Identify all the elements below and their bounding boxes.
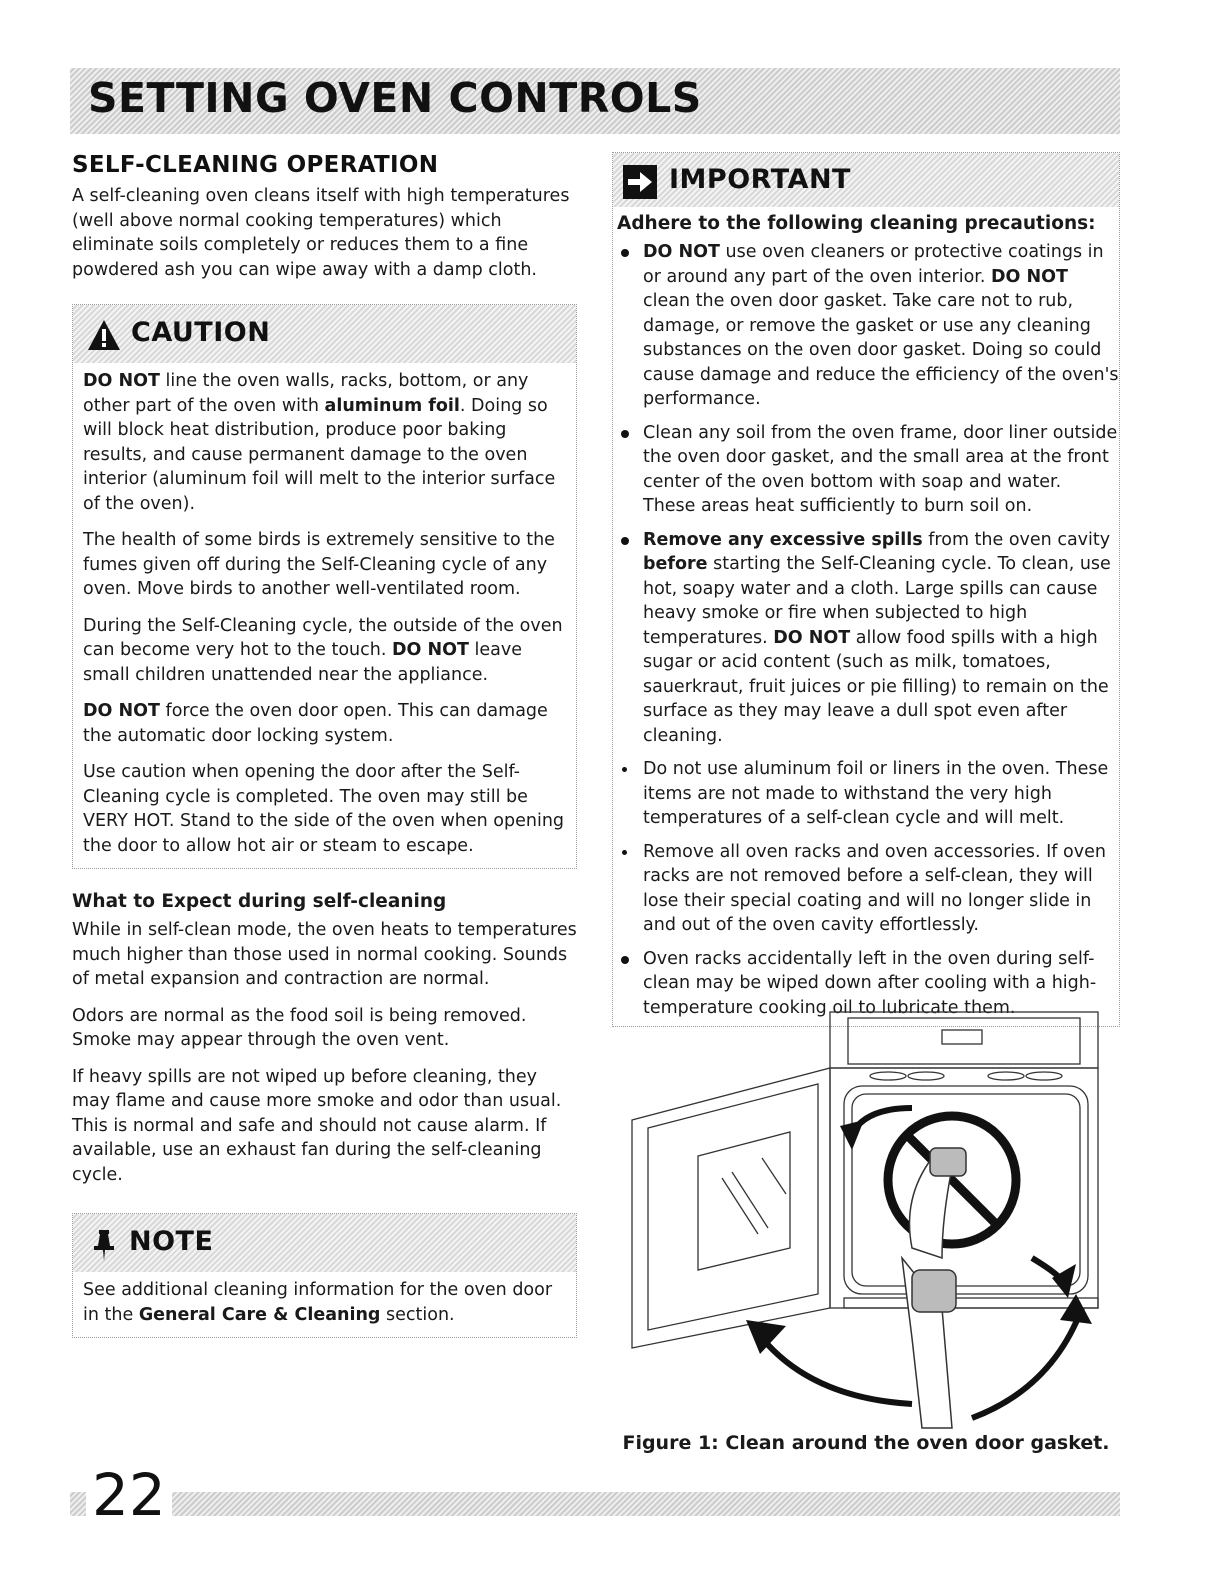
oven-illustration — [612, 1008, 1120, 1433]
important-lead: Adhere to the following cleaning precautions: — [617, 213, 1096, 234]
page-header-title: SETTING OVEN CONTROLS — [88, 74, 702, 122]
oven-door-figure — [612, 1008, 1120, 1433]
important-label: IMPORTANT — [669, 164, 851, 195]
list-item — [613, 421, 1119, 519]
expect-paragraph-3: If heavy spills are not wiped up before cleaning, they may flame and cause more smoke and odor than usual. This is normal and safe and should not cause alarm. If available, use an exhaust fan during the self-cleaning cycle. — [72, 1066, 562, 1185]
bullet-icon — [621, 249, 629, 257]
warning-triangle-icon — [87, 319, 121, 351]
left-column — [72, 152, 577, 1360]
caution-paragraph-5: Use caution when opening the door after the Self-Cleaning cycle is completed. The oven may still be VERY HOT. Stand to the side of the oven when opening the door to allow hot air or steam to escape. — [83, 762, 565, 856]
text-run: leave small children unattended near the appliance. — [83, 640, 522, 685]
text-run: Remove all oven racks and oven accessories. If oven racks are not removed before a self-clean, they will lose their special coating and will no longer slide in and out of the oven cavity effortlessly. — [643, 841, 1106, 935]
arrow-right-box-icon — [623, 165, 657, 199]
right-column — [612, 152, 1120, 1049]
expect-title: What to Expect during self-cleaning — [72, 891, 447, 912]
text-run: force the oven door open. This can damage the automatic door locking system. — [83, 701, 548, 746]
figure-caption: Figure 1: Clean around the oven door gasket. — [622, 1432, 1110, 1454]
caution-box — [72, 304, 577, 869]
expect-paragraph-2: Odors are normal as the food soil is being removed. Smoke may appear through the oven vent. — [72, 1005, 527, 1050]
caution-paragraph-4 — [83, 699, 566, 748]
important-list — [613, 240, 1119, 1020]
bullet-icon — [621, 430, 629, 438]
caution-paragraph-1 — [83, 369, 566, 516]
caution-paragraph-2: The health of some birds is extremely sensitive to the fumes given off during the Self-Cleaning cycle of any oven. Move birds to another well-ventilated room. — [83, 530, 555, 599]
header-band — [70, 68, 1120, 134]
text-run: line the oven walls, racks, bottom, or any other part of the oven with — [83, 371, 529, 416]
caution-paragraph-3 — [83, 614, 566, 688]
expect-paragraph-1: While in self-clean mode, the oven heats to temperatures much higher than those used in normal cooking. Sounds of metal expansion and contraction are normal. — [72, 920, 577, 989]
note-label: NOTE — [129, 1226, 214, 1257]
emphasis: DO NOT — [643, 242, 720, 262]
note-header — [73, 1214, 576, 1272]
text-run: section. — [380, 1304, 455, 1325]
emphasis: DO NOT — [391, 640, 469, 660]
emphasis: DO NOT — [991, 266, 1068, 287]
page-number: 22 — [86, 1460, 172, 1530]
list-item — [613, 840, 1119, 938]
emphasis: Remove any excessive spills — [643, 529, 923, 550]
text-run: starting the Self-Cleaning cycle. To clean, use hot, soapy water and a cloth. Large spills can cause heavy smoke or fire when subjected to high temperatures. — [643, 554, 1111, 648]
bullet-icon — [622, 850, 627, 855]
caution-header — [73, 305, 576, 363]
important-box — [612, 152, 1120, 1027]
note-body — [73, 1272, 576, 1327]
pushpin-icon — [91, 1228, 117, 1262]
note-box — [72, 1213, 577, 1338]
intro-paragraph: A self-cleaning oven cleans itself with high temperatures (well above normal cooking temperatures) which eliminate soils completely or reduces them to a fine powdered ash you can wipe away with a damp cloth. — [72, 186, 570, 280]
text-run: Clean any soil from the oven frame, door liner outside the oven door gasket, and the small area at the front center of the oven bottom with soap and water. These areas heat sufficiently to burn soil on. — [643, 422, 1118, 516]
list-item — [613, 757, 1119, 831]
text-run: See additional cleaning information for the oven door in the — [83, 1280, 553, 1325]
note-paragraph — [83, 1278, 566, 1327]
emphasis: General Care & Cleaning — [138, 1304, 381, 1325]
emphasis: before — [643, 554, 708, 574]
bullet-icon — [622, 767, 627, 772]
text-run: Do not use aluminum foil or liners in the oven. These items are not made to withstand the very high temperatures of a self-clean cycle and will melt. — [643, 759, 1109, 828]
bullet-icon — [621, 956, 629, 964]
text-run: from the oven cavity — [922, 529, 1111, 550]
section-title: SELF-CLEANING OPERATION — [72, 152, 439, 178]
caution-label: CAUTION — [131, 317, 271, 348]
list-item — [613, 240, 1119, 412]
list-item — [613, 528, 1119, 749]
text-run: During the Self-Cleaning cycle, the outside of the oven can become very hot to the touch. — [83, 615, 563, 660]
important-header — [613, 153, 1119, 207]
emphasis: DO NOT — [773, 627, 851, 648]
bullet-icon — [621, 537, 629, 545]
text-run: clean the oven door gasket. Take care not to rub, damage, or remove the gasket or use any cleaning substances on the oven door gasket. Doing so could cause damage and reduce the efficiency of the oven's performance. — [643, 291, 1119, 409]
emphasis: DO NOT — [83, 371, 160, 391]
emphasis: aluminum foil — [324, 395, 460, 416]
text-run: allow food spills with a high sugar or acid content (such as milk, tomatoes, sauerkraut, fruit juices or pie filling) to remain on the surface as they may leave a dull spot even after cleaning. — [643, 627, 1109, 746]
footer-band — [70, 1492, 1120, 1516]
text-run: use oven cleaners or protective coatings in or around any part of the oven interior. — [643, 242, 1104, 287]
text-run: . Doing so will block heat distribution, produce poor baking results, and cause permanent damage to the oven interior (aluminum foil will melt to the interior surface of the oven). — [83, 395, 556, 514]
caution-body — [73, 363, 576, 858]
emphasis: DO NOT — [83, 701, 160, 721]
text-run: Oven racks accidentally left in the oven during self-clean may be wiped down after cooling with a high-temperature cooking oil to lubricate them. — [643, 948, 1097, 1018]
